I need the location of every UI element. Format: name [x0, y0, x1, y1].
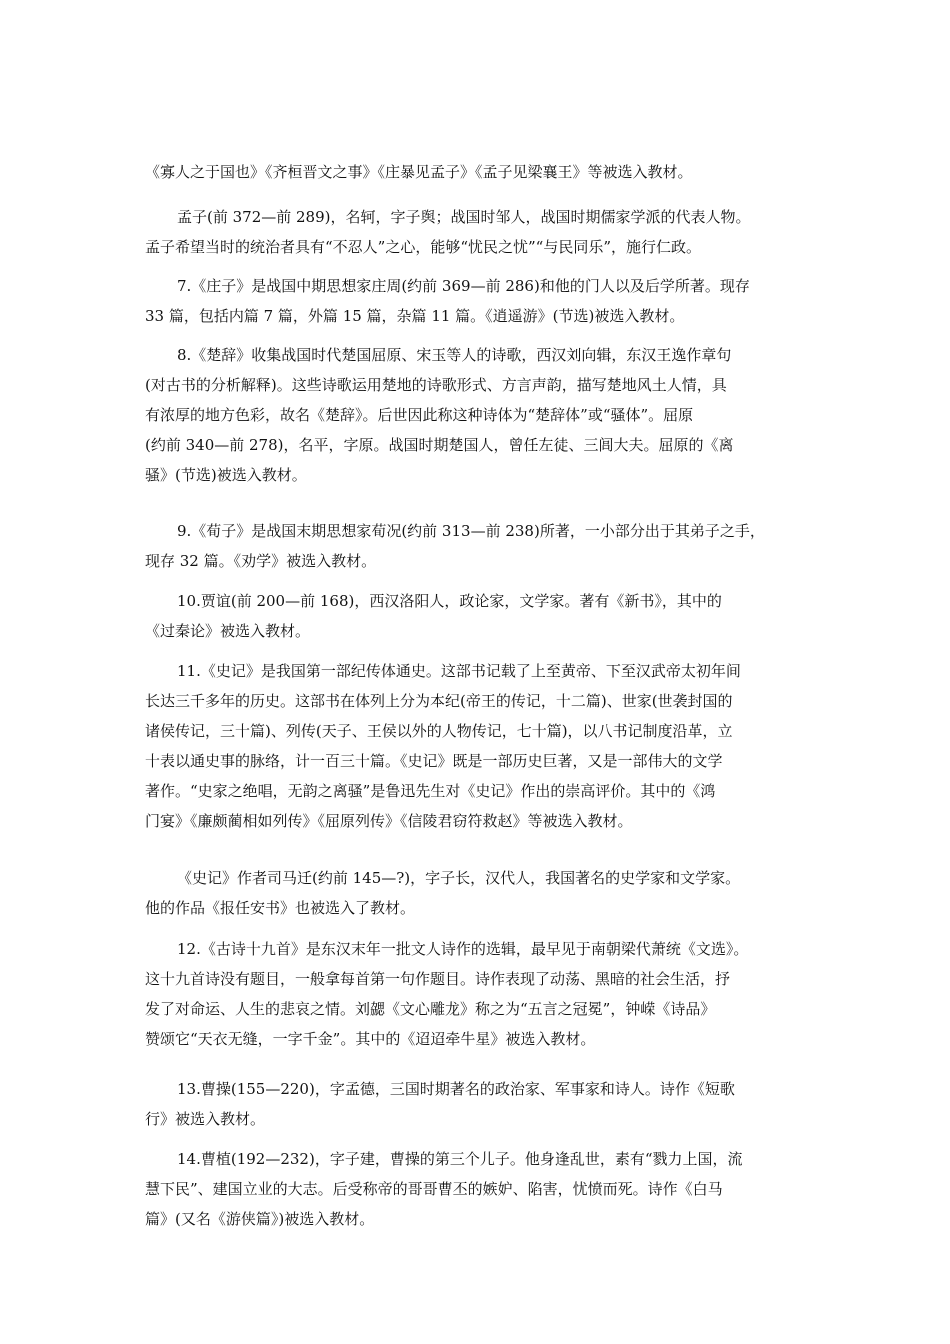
text-line: 十表以通史事的脉络，计一百三十篇。《史记》既是一部历史巨著，又是一部伟大的文学 — [145, 752, 723, 770]
paragraph-11 — [145, 1144, 810, 1234]
paragraph-9 — [145, 934, 810, 1054]
paragraph-5 — [145, 516, 810, 576]
paragraph-7 — [145, 656, 810, 836]
paragraph-10 — [145, 1074, 810, 1134]
text-line: 孟子(前 372—前 289)，名轲，字子舆；战国时邹人，战国时期儒家学派的代表人物。 — [177, 208, 751, 226]
text-line: 发了对命运、人生的悲哀之情。刘勰《文心雕龙》称之为“五言之冠冕”，钟嵘《诗品》 — [145, 1000, 716, 1018]
paragraph-6 — [145, 586, 810, 646]
text-line: 《过秦论》被选入教材。 — [145, 622, 311, 640]
text-line: (约前 340—前 278)，名平，字原。战国时期楚国人，曾任左徒、三闾大夫。屈原的《离 — [145, 436, 734, 454]
text-line: 33 篇，包括内篇 7 篇，外篇 15 篇，杂篇 11 篇。《逍遥游》(节选)被选入教材。 — [145, 307, 685, 325]
text-line: 《史记》作者司马迁(约前 145—?)，字子长，汉代人，我国著名的史学家和文学家。 — [177, 869, 741, 887]
text-line: 这十九首诗没有题目，一般拿每首第一句作题目。诗作表现了动荡、黑暗的社会生活，抒 — [145, 970, 731, 988]
text-line: 骚》(节选)被选入教材。 — [145, 466, 307, 484]
text-line: 篇》(又名《游侠篇》)被选入教材。 — [145, 1210, 375, 1228]
text-line: 有浓厚的地方色彩，故名《楚辞》。后世因此称这种诗体为“楚辞体”或“骚体”。屈原 — [145, 406, 694, 424]
text-line: 现存 32 篇。《劝学》被选入教材。 — [145, 552, 377, 570]
text-line: 14.曹植(192—232)，字子建，曹操的第三个儿子。他身逢乱世，素有“戮力上国，流 — [177, 1150, 743, 1168]
text-line: 12.《古诗十九首》是东汉末年一批文人诗作的选辑，最早见于南朝梁代萧统《文选》。 — [177, 940, 749, 958]
text-line: 《寡人之于国也》《齐桓晋文之事》《庄暴见孟子》《孟子见梁襄王》等被选入教材。 — [145, 163, 693, 181]
text-line: 11.《史记》是我国第一部纪传体通史。这部书记载了上至黄帝、下至汉武帝太初年间 — [177, 662, 741, 680]
text-line: 8.《楚辞》收集战国时代楚国屈原、宋玉等人的诗歌，西汉刘向辑，东汉王逸作章句 — [177, 346, 732, 364]
text-line: 10.贾谊(前 200—前 168)，西汉洛阳人，政论家，文学家。著有《新书》，其中的 — [177, 592, 722, 610]
text-line: 9.《荀子》是战国末期思想家荀况(约前 313—前 238)所著，一小部分出于其弟子之手， — [177, 522, 765, 540]
text-line: (对古书的分析解释)。这些诗歌运用楚地的诗歌形式、方言声韵，描写楚地风土人情，具 — [145, 376, 727, 394]
text-line: 赞颂它“天衣无缝，一字千金”。其中的《迢迢牵牛星》被选入教材。 — [145, 1030, 596, 1048]
text-line: 长达三千多年的历史。这部书在体列上分为本纪(帝王的传记，十二篇)、世家(世袭封国的 — [145, 692, 733, 710]
text-line: 13.曹操(155—220)，字孟德，三国时期著名的政治家、军事家和诗人。诗作《短歌 — [177, 1080, 735, 1098]
text-line: 诸侯传记，三十篇)、列传(天子、王侯以外的人物传记，七十篇)，以八书记制度沿革，立 — [145, 722, 733, 740]
text-line: 著作。“史家之绝唱，无韵之离骚”是鲁迅先生对《史记》作出的崇高评价。其中的《鸿 — [145, 782, 716, 800]
text-line: 孟子希望当时的统治者具有“不忍人”之心，能够“忧民之忧”“与民同乐”，施行仁政。 — [145, 238, 702, 256]
paragraph-8 — [145, 863, 810, 923]
text-line: 他的作品《报任安书》也被选入了教材。 — [145, 899, 416, 917]
paragraph-2 — [145, 202, 810, 262]
text-line: 慧下民”、建国立业的大志。后受称帝的哥哥曹丕的嫉妒、陷害，忧愤而死。诗作《白马 — [145, 1180, 723, 1198]
paragraph-1 — [145, 157, 810, 187]
text-line: 门宴》《廉颇蔺相如列传》《屈原列传》《信陵君窃符救赵》等被选入教材。 — [145, 812, 633, 830]
text-line: 7.《庄子》是战国中期思想家庄周(约前 369—前 286)和他的门人以及后学所著。现存 — [177, 277, 750, 295]
paragraph-3 — [145, 271, 810, 331]
text-line: 行》被选入教材。 — [145, 1110, 266, 1128]
paragraph-4 — [145, 340, 810, 490]
